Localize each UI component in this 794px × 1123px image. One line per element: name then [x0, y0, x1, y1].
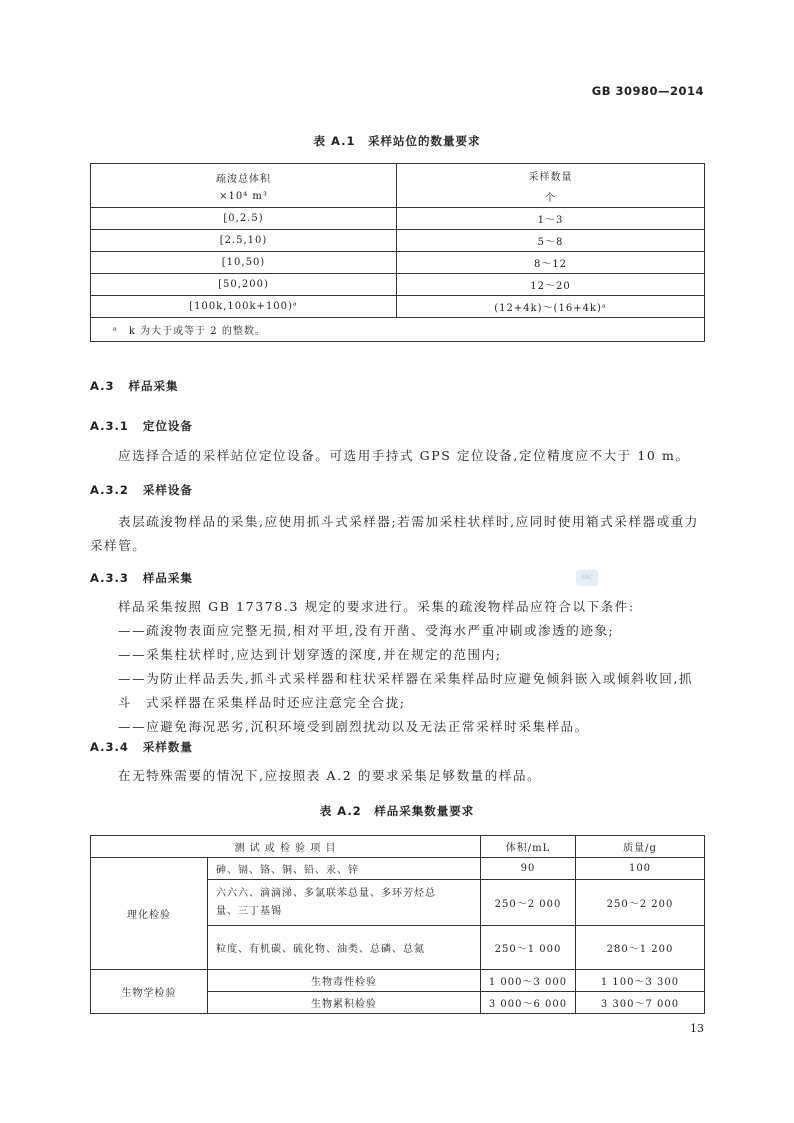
cell-line: 六六六、滴滴涕、多氯联苯总量、多环芳烃总	[216, 887, 436, 899]
cell: [0,2.5)	[91, 208, 397, 230]
table-a1-title: 表 A.1 采样站位的数量要求	[313, 134, 481, 148]
list-item-continuation: 式采样器在采集样品时还应注意完全合拢;	[146, 695, 406, 710]
section-number: A.3.2	[90, 483, 129, 497]
cell: [10,50)	[91, 252, 397, 274]
section-a33-intro: 样品采集按照 GB 17378.3 规定的要求进行。采集的疏浚物样品应符合以下条件:	[118, 599, 635, 614]
col1-header-line1: 疏浚总体积	[216, 173, 271, 185]
table-footnote: ᵃ k 为大于或等于 2 的整数。	[91, 318, 705, 342]
col1-header-line2: ×10⁴ m³	[219, 190, 268, 202]
cell-line: 量、三丁基锡	[216, 905, 282, 917]
table-row	[91, 858, 705, 880]
cell: [50,200)	[91, 274, 397, 296]
cell: 生物累积检验	[208, 992, 481, 1014]
section-a32-heading	[90, 482, 193, 498]
cell: 砷、镉、铬、铜、铅、汞、锌	[208, 858, 481, 880]
list-item: ——为防止样品丢失,抓斗式采样器和柱状采样器在采集样品时应避免倾斜嵌入或倾斜收回,抓斗	[118, 671, 694, 710]
section-title: 采样设备	[142, 483, 193, 497]
section-a3-heading	[90, 378, 178, 394]
cell: 250～2 200	[576, 880, 705, 926]
cell: 12～20	[397, 274, 705, 296]
col2-header-line2: 个	[545, 192, 556, 204]
cell: 280～1 200	[576, 926, 705, 970]
table-row	[91, 296, 705, 318]
cell: 100	[576, 858, 705, 880]
col2-header-line1: 采样数量	[528, 171, 573, 183]
section-number: A.3.3	[90, 571, 129, 585]
section-a32-text: 表层疏浚物样品的采集,应使用抓斗式采样器;若需加采柱状样时,应同时使用箱式采样器或重力采样管。	[90, 514, 699, 553]
cell: 5～8	[397, 230, 705, 252]
table-row	[91, 230, 705, 252]
cell: 1～3	[397, 208, 705, 230]
section-number: A.3.1	[90, 419, 129, 433]
cell: 1 100～3 300	[576, 970, 705, 992]
group-label: 生物学检验	[91, 970, 208, 1014]
section-title: 采样数量	[142, 740, 193, 754]
section-title: 定位设备	[142, 419, 193, 433]
cell: 1 000～3 000	[481, 970, 576, 992]
watermark-logo: SAC	[576, 570, 598, 586]
section-a31-heading	[90, 418, 193, 434]
standard-code: GB 30980—2014	[591, 84, 704, 98]
cell	[208, 880, 481, 926]
cell: 粒度、有机碳、硫化物、油类、总磷、总氮	[208, 926, 481, 970]
cell: 3 000～6 000	[481, 992, 576, 1014]
cell: 250～2 000	[481, 880, 576, 926]
cell: [2.5,10)	[91, 230, 397, 252]
group-label: 理化检验	[91, 858, 208, 970]
col2-header	[397, 164, 705, 208]
cell: 8～12	[397, 252, 705, 274]
col1-header	[91, 164, 397, 208]
table-row	[91, 970, 705, 992]
list-item: ——采集柱状样时,应达到计划穿透的深度,并在规定的范围内;	[118, 647, 502, 662]
cell: 250～1 000	[481, 926, 576, 970]
column-header: 测 试 或 检 验 项 目	[91, 836, 481, 858]
cell: 生物毒性检验	[208, 970, 481, 992]
cell: (12+4k)～(16+4k)ᵃ	[397, 296, 705, 318]
section-number: A.3	[90, 379, 115, 393]
table-row	[91, 252, 705, 274]
cell: [100k,100k+100)ᵃ	[91, 296, 397, 318]
section-number: A.3.4	[90, 740, 129, 754]
section-a34-text: 在无特殊需要的情况下,应按照表 A.2 的要求采集足够数量的样品。	[118, 768, 542, 783]
table-a2-title: 表 A.2 样品采集数量要求	[319, 804, 475, 818]
table-row	[91, 274, 705, 296]
table-row	[91, 208, 705, 230]
column-header: 体积/mL	[481, 836, 576, 858]
section-title: 样品采集	[142, 571, 193, 585]
column-header: 质量/g	[576, 836, 705, 858]
list-item: ——应避免海况恶劣,沉积环境受到剧烈扰动以及无法正常采样时采集样品。	[118, 719, 589, 734]
page-number: 13	[690, 1022, 704, 1035]
cell: 90	[481, 858, 576, 880]
section-a31-text: 应选择合适的采样站位定位设备。可选用手持式 GPS 定位设备,定位精度应不大于 10 m。	[118, 448, 690, 463]
section-a34-heading	[90, 739, 193, 755]
table-a2	[90, 835, 705, 1014]
table-footnote-row	[91, 318, 705, 342]
list-item: ——疏浚物表面应完整无损,相对平坦,没有开凿、受海水严重冲刷或渗透的迹象;	[118, 623, 615, 638]
cell: 3 300～7 000	[576, 992, 705, 1014]
section-title: 样品采集	[128, 379, 179, 393]
section-a33-heading	[90, 570, 193, 586]
table-a1	[90, 163, 705, 342]
